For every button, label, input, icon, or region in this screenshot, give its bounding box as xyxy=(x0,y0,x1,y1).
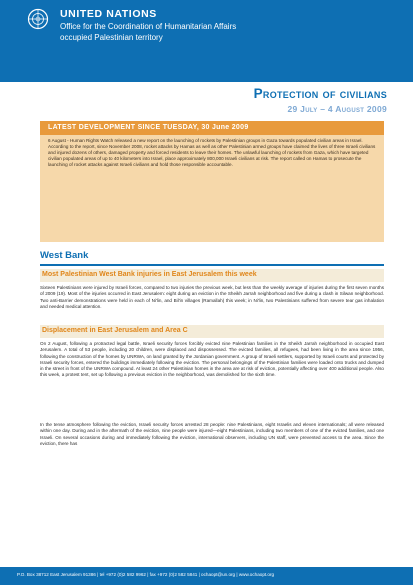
section-title: West Bank xyxy=(40,250,89,261)
paragraph-displacement: On 2 August, following a protracted legal battle, Israeli security forces forcibly evicted nine Palestinian families in the Sheikh Jarrah neighborhood in occupied East Jerusalem. A total of 53 people, including 20 children, were displaced and dispossessed. The evicted families, all refugees, had been living in the area since 1956, following the construction of the homes by UNRWA, on land granted by the Jordanian government. A group of Israeli settlers, supported by Israeli courts and protected by Israeli security forces, entered the buildings immediately following the eviction. The personal belongings of the Palestinian families were loaded onto trucks and dumped in the street in front of the UNRWA compound. At least 24 other Palestinian homes in the area are at risk of eviction, potentially affecting over 400 additional people. Also this week, a protest tent, set up following a previous eviction in the neighborhood, was demolished for the sixth time. xyxy=(40,341,384,378)
footer-band xyxy=(0,567,413,585)
subheading-displacement: Displacement in East Jerusalem and Area C xyxy=(42,327,188,334)
subheading-bar xyxy=(40,325,384,338)
office-name: Office for the Coordination of Humanitarian Affairs xyxy=(60,22,237,31)
footer-contact: P.O. Box 38712 East Jerusalem 91386 | tel +972 (0)2 582 9962 | fax +972 (0)2 582 5841 | ochaopt@un.org | www.ochaopt.org xyxy=(17,572,275,577)
latest-development-header xyxy=(40,121,384,135)
report-dates: 29 July – 4 August 2009 xyxy=(287,104,387,114)
paragraph-arrests: In the tense atmosphere following the eviction, Israeli security forces arrested 28 people: nine Palestinians, eight Israelis and eleven internationals; all were released within one day. During and in the aftermath of the eviction, nine people were injured—eight Palestinians, including two members of one of the evicted families, and one Israeli. On several occasions during and immediately following the eviction, international observers, including UN staff, were prevented access to the area. Since the eviction, there has xyxy=(40,422,384,446)
un-emblem-icon xyxy=(27,8,49,30)
latest-development-box xyxy=(40,121,384,242)
section-divider xyxy=(40,264,384,266)
org-name: UNITED NATIONS xyxy=(60,8,157,20)
paragraph-injuries: Sixteen Palestinians were injured by Israeli forces, compared to two injuries the previous week, but less than the weekly average of injuries during the first seven months of 2009 (19). Most of the injuries occurred in East Jerusalem: eight during an eviction in the Sheikh Jarrah neighborhood and five during a clash in Silwan neighborhood. Two anti-Barrier demonstrations were held in each of Ni'lin, and Bil'in villages (Ramallah) this week; in Ni'lin, two Palestinians suffered from severe tear gas inhalation and needed medical attention. xyxy=(40,285,384,309)
subheading-bar xyxy=(40,269,384,282)
latest-development-heading: LATEST DEVELOPMENT SINCE TUESDAY, 30 June 2009 xyxy=(48,124,249,131)
latest-development-text: 6 August - Human Rights Watch released a new report on the launching of rockets by Palestinian groups in Gaza towards populated civilian areas in Israel. According to the report, since November 2008, rocket attacks by Hamas as well as other Palestinian armed groups have claimed the lives of three Israeli civilians and injured dozens of others, damaged property and forced residents to leave their homes. The unlawful launching of rockets from Gaza, which have targeted civilian populated areas of up to 40 kilometers into Israel, place approximately 800,000 Israeli civilians at risk. The report called on Hamas to prosecute the launching of rocket attacks against Israeli civilians and hold those responsible accountable. xyxy=(48,138,376,168)
report-title: Protection of civilians xyxy=(253,86,387,101)
territory-name: occupied Palestinian territory xyxy=(60,33,163,42)
header-band xyxy=(0,0,413,82)
subheading-injuries: Most Palestinian West Bank injuries in East Jerusalem this week xyxy=(42,271,257,278)
